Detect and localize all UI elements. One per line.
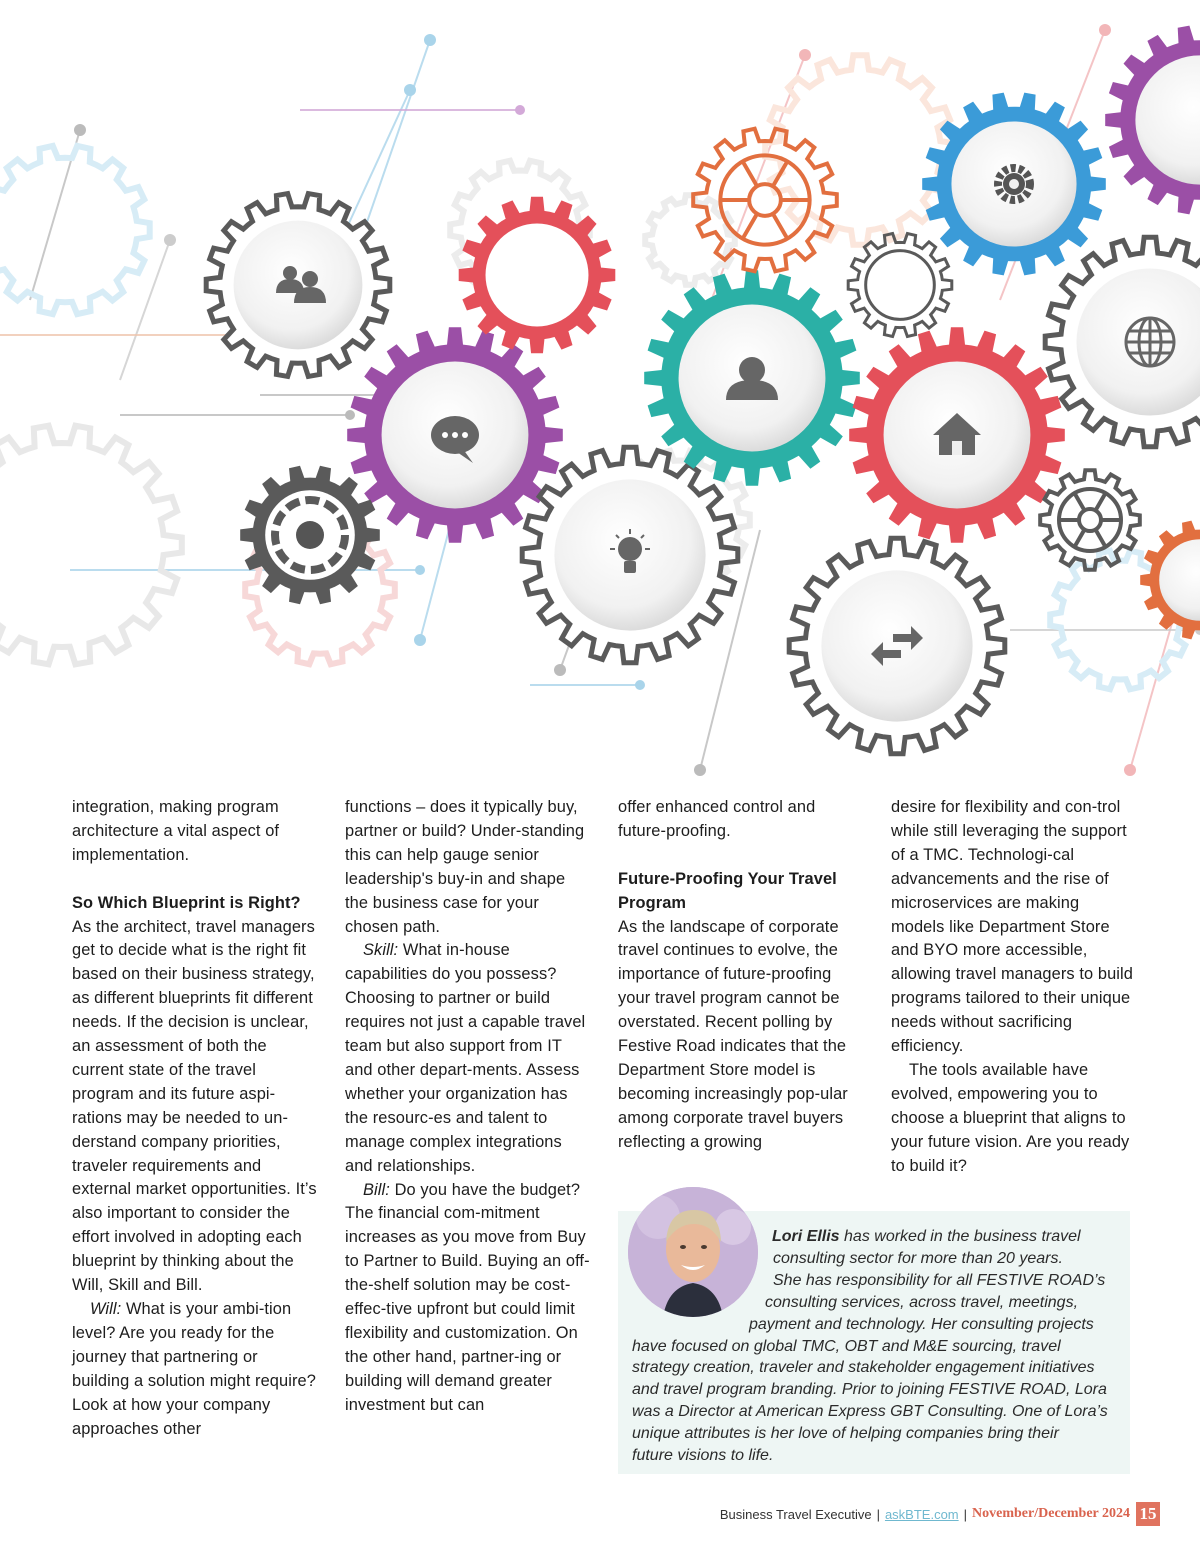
issue-date: November/December 2024 xyxy=(972,1506,1130,1521)
bio-line: payment and technology. Her consulting projects xyxy=(749,1315,1094,1333)
bill-text: Do you have the budget? The financial com-mitment increases as you move from Buy to Partner to Build. Buying an off-the-shelf solution may be cost-effec-tive upfront but could limit flexibility and customization. On the other hand, partner-ing or building will demand greater investment but can xyxy=(345,1180,590,1414)
background-gear xyxy=(0,146,150,314)
bg-node xyxy=(164,234,176,246)
bio-line: was a Director at American Express GBT Consulting. One of Lora’s xyxy=(632,1403,1108,1421)
gear xyxy=(1040,470,1140,570)
footer-separator: | xyxy=(963,1506,968,1522)
section-heading: So Which Blueprint is Right? xyxy=(72,893,301,912)
footer-separator: | xyxy=(876,1506,880,1522)
gear-hub xyxy=(1079,509,1101,531)
bio-line: and travel program branding. Prior to joining FESTIVE ROAD, Lora xyxy=(632,1381,1107,1399)
article-column-4 xyxy=(891,796,1136,1179)
will-text: What is your ambi-tion level? Are you ready for the journey that partnering or building a solution might require? Look at how your company approaches other xyxy=(72,1300,316,1438)
paragraph: integration, making program architecture a vital aspect of implementation. xyxy=(72,798,280,864)
bg-node xyxy=(635,680,645,690)
paragraph: offer enhanced control and future-proofing. xyxy=(618,798,816,840)
gear-hub xyxy=(749,184,781,216)
gear-spoke xyxy=(773,214,787,239)
bio-line: consulting services, across travel, meetings, xyxy=(765,1293,1079,1311)
globe-icon xyxy=(1126,318,1174,366)
gear-spoke xyxy=(1096,493,1106,510)
article-column-2 xyxy=(345,796,590,1418)
gear-spoke xyxy=(743,161,757,186)
section-heading: Future-Proofing Your Travel Program xyxy=(618,869,837,912)
bio-line: have focused on global TMC, OBT and M&E sourcing, travel xyxy=(632,1337,1061,1355)
bio-line: has worked in the business travel xyxy=(839,1228,1081,1245)
bio-line: future visions to life. xyxy=(632,1447,774,1465)
paragraph: As the landscape of corporate travel continues to evolve, the importance of future-proofing your travel program cannot be overstated. Recent polling by Festive Road indicates that the Department Store model is becoming increasingly pop-ular among corporate travel buyers reflecting a growing xyxy=(618,917,848,1151)
gear-spoke xyxy=(743,214,757,239)
bg-node xyxy=(799,49,811,61)
bg-node xyxy=(404,84,416,96)
skill-label: Skill: xyxy=(363,941,399,960)
gear-disc xyxy=(821,570,972,721)
bg-node xyxy=(345,410,355,420)
article-column-3 xyxy=(618,796,863,1155)
bg-node xyxy=(694,764,706,776)
background-gear xyxy=(0,426,182,665)
publication-name: Business Travel Executive xyxy=(719,1506,872,1522)
author-name: Lori Ellis xyxy=(772,1228,840,1245)
author-bio-text xyxy=(632,1226,1122,1467)
bg-node xyxy=(1099,24,1111,36)
bio-line: unique attributes is her love of helping companies bring their xyxy=(632,1425,1059,1443)
bg-node xyxy=(74,124,86,136)
bg-node xyxy=(415,565,425,575)
bio-line: strategy creation, traveler and stakeholder engagement initiatives xyxy=(632,1359,1095,1377)
paragraph: functions – does it typically buy, partner or build? Under-standing this can help gauge senior leadership's buy-in and shape the business case for your chosen path. xyxy=(345,798,585,936)
bg-node xyxy=(554,664,566,676)
page-footer xyxy=(720,1502,1160,1526)
bg-node xyxy=(424,34,436,46)
paragraph-will xyxy=(72,1298,317,1441)
target-icon xyxy=(296,521,324,549)
gear-hole xyxy=(866,251,935,320)
paragraph: As the architect, travel managers get to decide what is the right fit based on their business strategy, as different blueprints fit different needs. If the decision is unclear, an assessment of both the current state of the travel program and its future aspi-rations may be needed to un-derstand company priorities, traveler requirements and external market opportunities. It’s also important to consider the effort involved in adopting each blueprint by thinking about the Will, Skill and Bill. xyxy=(72,917,317,1295)
gear-spoke xyxy=(1096,530,1106,547)
paragraph-skill xyxy=(345,939,590,1178)
article-column-1 xyxy=(72,796,317,1441)
bio-line: She has responsibility for all FESTIVE ROAD’s xyxy=(773,1271,1106,1289)
bg-node xyxy=(1124,764,1136,776)
gear-hole xyxy=(486,224,589,327)
paragraph: desire for flexibility and con-trol while still leveraging the support of a TMC. Technologi-cal advancements and the rise of microservices are making models like Department Store and BYO more accessible, allowing travel managers to build programs tailored to their unique needs without sacrificing efficiency. xyxy=(891,798,1134,1056)
bg-node xyxy=(515,105,525,115)
gear-spoke xyxy=(1075,530,1085,547)
bio-line: consulting sector for more than 20 years. xyxy=(773,1249,1063,1267)
will-label: Will: xyxy=(90,1300,122,1319)
website-link[interactable]: askBTE.com xyxy=(884,1506,959,1522)
bill-label: Bill: xyxy=(363,1180,390,1199)
skill-text: What in-house capabilities do you possess? Choosing to partner or build requires not just a capable travel team but also support from IT and other depart-ments. Assess whether your organization has the resourc-es and talent to manage complex integrations and relationships. xyxy=(345,941,586,1175)
gear-spoke xyxy=(1075,493,1085,510)
paragraph: The tools available have evolved, empowering you to choose a blueprint that aligns to your future vision. Are you ready to build it? xyxy=(891,1060,1130,1175)
bg-node xyxy=(414,634,426,646)
paragraph-bill xyxy=(345,1179,590,1418)
page-number: 15 xyxy=(1136,1502,1160,1526)
